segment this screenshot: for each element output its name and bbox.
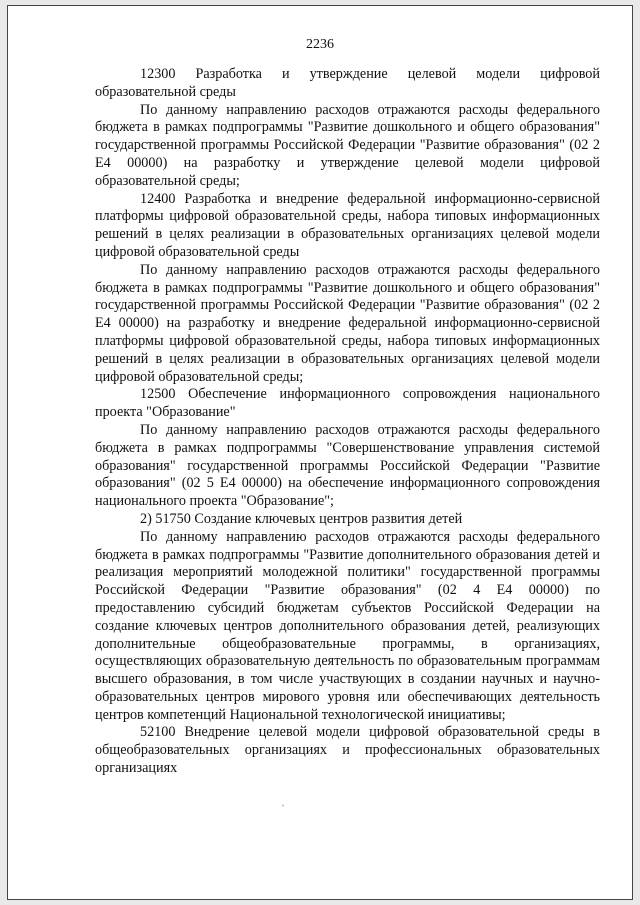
paragraph-12300-description: По данному направлению расходов отражаются расходы федерального бюджета в рамках подпрограммы "Развитие дошкольного и общего образования" государственной программы Российской Федерации "Развитие образования" (02 2 Е4 00000) на разработку и утверждение целевой модели цифровой образовательной среды; xyxy=(95,101,600,189)
scan-speck: ˈ xyxy=(281,802,285,816)
section-heading-12500: 12500 Обеспечение информационного сопровождения национального проекта "Образование" xyxy=(95,386,600,421)
section-heading-12300: 12300 Разработка и утверждение целевой модели цифровой образовательной среды xyxy=(95,66,600,100)
section-heading-52100: 52100 Внедрение целевой модели цифровой образовательной среды в общеобразовательных организациях и профессиональных образовательных организациях xyxy=(95,724,600,777)
paragraph-51750-description: По данному направлению расходов отражаются расходы федерального бюджета в рамках подпрограммы "Развитие дополнительного образования детей и реализация мероприятий молодежной политики" государственной программы Российской Федерации "Развитие образования" (02 4 Е4 00000) по предоставлению субсидий бюджетам субъектов Российской Федерации на создание ключевых центров дополнительного образования детей, реализующих дополнительные общеобразовательные программы, в организациях, осуществляющих образовательную деятельность по образовательным программам высшего образования, в том числе участвующих в создании научных и научно-образовательных центров мирового уровня или обеспечивающих деятельность центров компетенций Национальной технологической инициативы; xyxy=(95,528,600,723)
page-number: 2236 xyxy=(306,37,334,52)
section-heading-51750: 2) 51750 Создание ключевых центров развития детей xyxy=(140,510,463,527)
paragraph-12400-description: По данному направлению расходов отражаются расходы федерального бюджета в рамках подпрограммы "Развитие дошкольного и общего образования" государственной программы Российской Федерации "Развитие образования" (02 2 Е4 00000) на разработку и внедрение федеральной информационно-сервисной платформы цифровой образовательной среды, набора типовых информационных решений в целях реализации в образовательных организациях целевой модели цифровой образовательной среды; xyxy=(95,261,600,385)
document-page xyxy=(7,5,633,900)
document-body xyxy=(95,66,600,778)
section-heading-12400: 12400 Разработка и внедрение федеральной информационно-сервисной платформы цифровой образовательной среды, набора типовых информационных решений в целях реализации в образовательных организациях целевой модели цифровой образовательной среды xyxy=(95,190,600,260)
paragraph-12500-description: По данному направлению расходов отражаются расходы федерального бюджета в рамках подпрограммы "Совершенствование управления системой образования" государственной программы Российской Федерации "Развитие образования" (02 5 Е4 00000) на обеспечение информационного сопровождения национального проекта "Образование"; xyxy=(95,421,600,510)
